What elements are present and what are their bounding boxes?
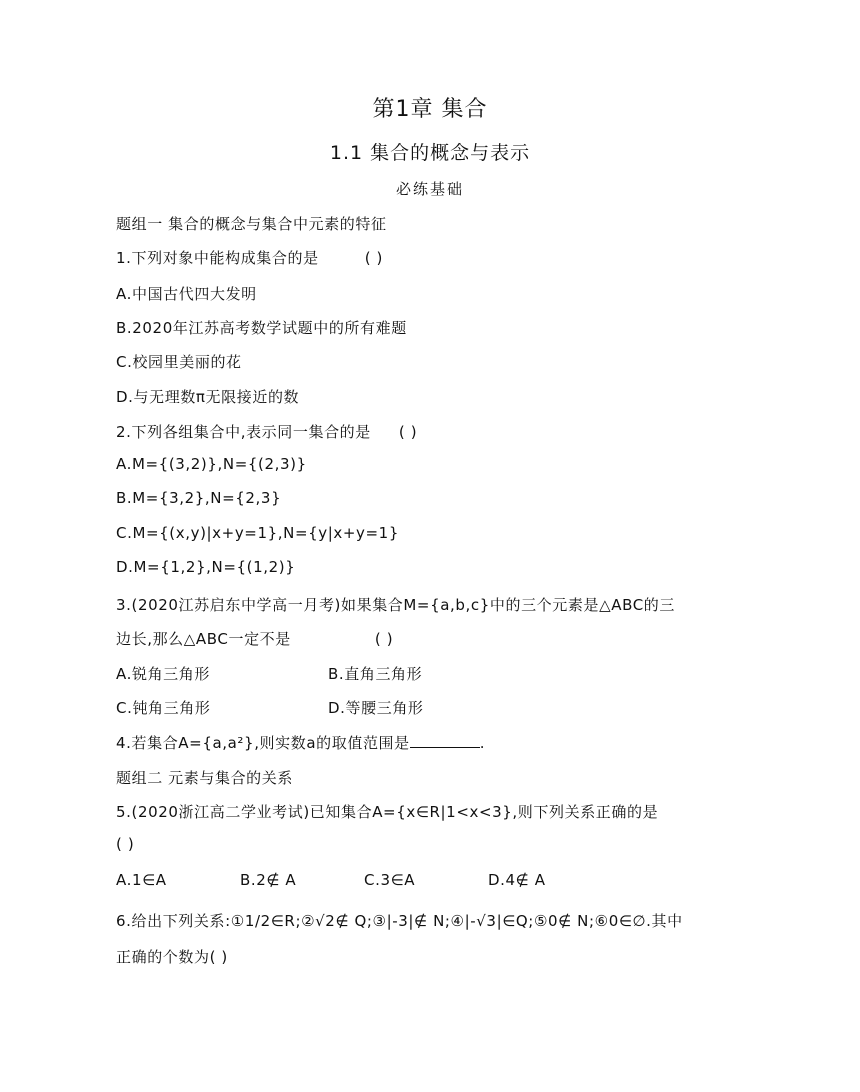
q4-stem-text: 4.若集合A={a,a²},则实数a的取值范围是	[116, 734, 410, 752]
q3-option-row2	[116, 697, 210, 718]
q3-answer-paren: ( )	[374, 630, 394, 648]
q2-option-c: C.M={(x,y)|x+y=1},N={y|x+y=1}	[116, 524, 399, 542]
section-title: 1.1 集合的概念与表示	[329, 142, 531, 164]
q3-option-a: A.锐角三角形	[116, 665, 210, 683]
q5-option-b: B.2∉ A	[240, 871, 297, 889]
q2-stem	[116, 421, 417, 442]
q6-stem-line1: 6.给出下列关系:①1/2∈R;②√2∉ Q;③|-3|∉ N;④|-√3|∈Q;⑤0∉ N;⑥0∈∅.其中	[116, 912, 683, 930]
q5-option-a: A.1∈A	[116, 871, 167, 889]
q3-stem-line1: 3.(2020江苏启东中学高一月考)如果集合M={a,b,c}中的三个元素是△ABC的三	[116, 596, 675, 614]
q3-stem-line2-text: 边长,那么△ABC一定不是	[116, 630, 291, 648]
group2-heading: 题组二 元素与集合的关系	[116, 769, 293, 787]
q2-option-a: A.M={(3,2)},N={(2,3)}	[116, 455, 307, 473]
q1-answer-paren: ( )	[364, 249, 383, 267]
subtitle: 必练基础	[395, 180, 464, 198]
q5-answer-paren: ( )	[116, 835, 135, 853]
q2-option-d: D.M={1,2},N={(1,2)}	[116, 558, 296, 576]
q5-option-c: C.3∈A	[364, 871, 416, 889]
q1-option-d: D.与无理数π无限接近的数	[116, 388, 300, 406]
q1-option-c: C.校园里美丽的花	[116, 353, 242, 371]
q3-stem-line2	[116, 628, 393, 649]
q3-option-c: C.钝角三角形	[116, 699, 211, 717]
q2-stem-text: 2.下列各组集合中,表示同一集合的是	[116, 423, 371, 441]
q1-stem-text: 1.下列对象中能构成集合的是	[116, 249, 319, 267]
q1-option-a: A.中国古代四大发明	[116, 285, 257, 303]
q2-option-b: B.M={3,2},N={2,3}	[116, 489, 282, 507]
group1-heading: 题组一 集合的概念与集合中元素的特征	[116, 215, 387, 233]
q1-stem	[116, 247, 383, 268]
q3-option-row1	[116, 663, 210, 684]
q3-option-d: D.等腰三角形	[328, 699, 424, 717]
chapter-title: 第1章 集合	[372, 97, 488, 122]
q1-option-b: B.2020年江苏高考数学试题中的所有难题	[116, 319, 407, 337]
q4-answer-blank	[410, 733, 480, 748]
q2-answer-paren: ( )	[398, 423, 418, 441]
q6-stem-line2: 正确的个数为( )	[116, 948, 228, 966]
q5-option-d: D.4∉ A	[488, 871, 546, 889]
q4-end: .	[479, 734, 486, 752]
q3-option-b: B.直角三角形	[328, 665, 423, 683]
q4-stem	[116, 732, 485, 753]
q5-stem: 5.(2020浙江高二学业考试)已知集合A={x∈R|1<x<3},则下列关系正确的是	[116, 803, 659, 821]
